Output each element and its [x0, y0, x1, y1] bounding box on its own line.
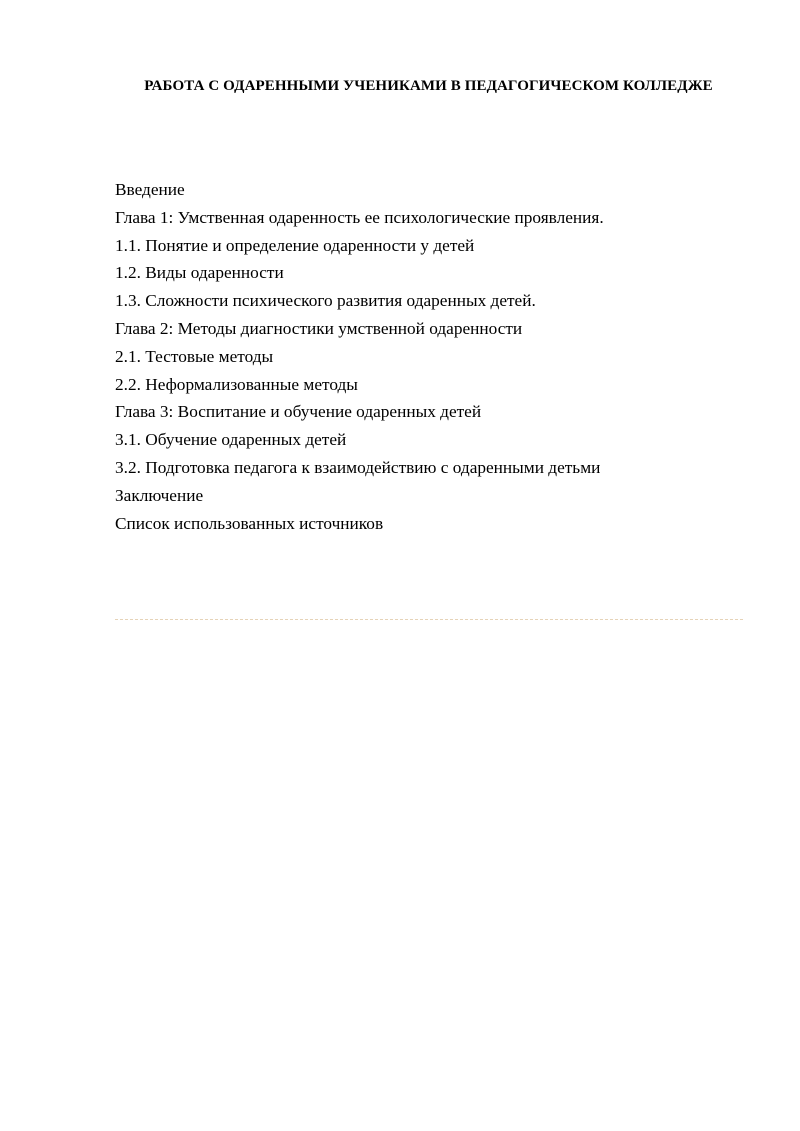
- toc-item-3-2: 3.2. Подготовка педагога к взаимодействию с одаренными детьми: [115, 457, 601, 477]
- toc-item-3-1: 3.1. Обучение одаренных детей: [115, 430, 347, 450]
- toc-item-2-2: 2.2. Неформализованные методы: [115, 374, 358, 394]
- toc-item-1-3: 1.3. Сложности психического развития одаренных детей.: [115, 291, 536, 311]
- table-of-contents: [115, 176, 755, 537]
- toc-item-chapter-3: Глава 3: Воспитание и обучение одаренных детей: [115, 402, 482, 422]
- toc-item-references: Список использованных источников: [115, 513, 384, 533]
- toc-item-1-1: 1.1. Понятие и определение одаренности у детей: [115, 235, 475, 255]
- toc-item-1-2: 1.2. Виды одаренности: [115, 263, 284, 283]
- toc-item-introduction: Введение: [115, 180, 185, 199]
- document-title: РАБОТА С ОДАРЕННЫМИ УЧЕНИКАМИ В ПЕДАГОГИЧЕСКОМ КОЛЛЕДЖЕ: [144, 78, 713, 94]
- toc-item-2-1: 2.1. Тестовые методы: [115, 346, 274, 366]
- page-break-separator: [115, 619, 743, 620]
- toc-item-chapter-1: Глава 1: Умственная одаренность ее психологические проявления.: [115, 207, 604, 227]
- toc-item-chapter-2: Глава 2: Методы диагностики умственной одаренности: [115, 318, 523, 338]
- toc-item-conclusion: Заключение: [115, 485, 204, 505]
